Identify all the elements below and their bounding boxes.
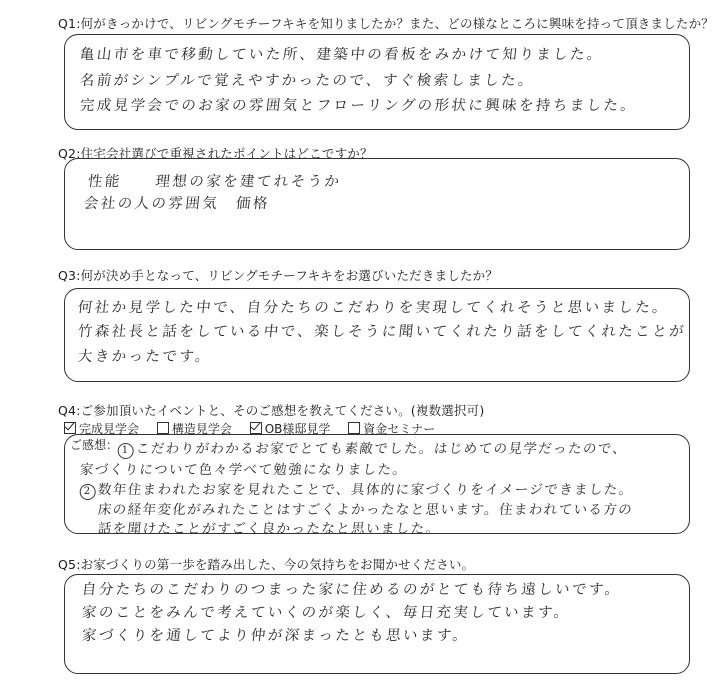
q5-answer-line-1: 自分たちのこだわりのつまった家に住めるのがとても待ち遠しいです。 bbox=[81, 582, 623, 598]
q5-label: Q5:お家づくりの第一歩を踏み出した、今の気持ちをお聞かせください。 bbox=[58, 557, 475, 572]
q1-answer-line-1: 亀山市を車で移動していた所、建築中の看板をみかけて知りました。 bbox=[79, 47, 605, 63]
checkbox-icon[interactable] bbox=[348, 422, 360, 434]
q3-answer-line-3: 大きかったです。 bbox=[77, 349, 213, 365]
q3-answer-line-2: 竹森社長と話をしている中で、楽しそうに聞いてくれたり話をしてくれたことが bbox=[77, 324, 687, 340]
q4-answer-line-3: 2 数年住まわれたお家を見れたことで、具体的に家づくりをイメージできました。 bbox=[79, 478, 635, 500]
q4-option-kouzou[interactable]: 構造見学会 bbox=[157, 420, 232, 437]
q2-label: Q2:住宅会社選びで重視されたポイントはどこですか？ bbox=[58, 146, 373, 161]
checkbox-icon-checked[interactable] bbox=[250, 422, 262, 434]
q4-answer-line-2: 家づくりについて色々学べて勉強になりました。 bbox=[78, 462, 409, 478]
q4-option-ob[interactable]: OB様邸見学 bbox=[250, 420, 331, 437]
q1-answer-line-3: 完成見学会でのお家の雰囲気とフローリングの形状に興味を持ちました。 bbox=[79, 98, 639, 114]
q5-answer-line-2: 家のことをみんで考えていくのが楽しく、毎日充実しています。 bbox=[81, 605, 572, 621]
q1-answer-line-2: 名前がシンプルで覚えやすかったので、すぐ検索しました。 bbox=[79, 73, 536, 89]
q1-label: Q1:何がきっかけで、リビングモチーフキキを知りましたか？また、どの様なところに興味を持って頂きましたか？ bbox=[58, 16, 714, 31]
circled-number-1: 1 bbox=[118, 443, 134, 459]
q4-answer-line-1: 1 こだわりがわかるお家でとても素敵でした。はじめての見学だったので、 bbox=[117, 437, 629, 459]
checkbox-icon-checked[interactable] bbox=[64, 422, 76, 434]
q4-option-kansei[interactable]: 完成見学会 bbox=[64, 420, 139, 437]
q3-label: Q3:何が決め手となって、リビングモチーフキキをお選びいただきましたか？ bbox=[58, 268, 499, 283]
q4-answer-line-4: 床の経年変化がみれたことはすごくよかったなと思います。住まわれている方の bbox=[96, 502, 634, 518]
q4-label: Q4:ご参加頂いたイベントと、そのご感想を教えてください。(複数選択可) bbox=[58, 403, 485, 418]
q4-option-shikin[interactable]: 資金セミナー bbox=[348, 420, 435, 437]
q2-answer-line-2: 会社の人の雰囲気 価格 bbox=[83, 196, 271, 212]
checkbox-icon[interactable] bbox=[157, 422, 169, 434]
q4-impressions-label: ご感想： bbox=[70, 438, 119, 452]
q3-answer-line-1: 何社か見学した中で、自分たちのこだわりを実現してくれそうと思いました。 bbox=[77, 300, 670, 316]
circled-number-2: 2 bbox=[80, 484, 96, 500]
q5-answer-line-3: 家づくりを通してより仲が深まったとも思います。 bbox=[81, 628, 471, 644]
q4-answer-line-5: 話を聞けたことがすごく良かったなと思いました。 bbox=[96, 521, 442, 537]
q2-answer-line-1: 性能 理想の家を建てれそうか bbox=[87, 174, 343, 190]
